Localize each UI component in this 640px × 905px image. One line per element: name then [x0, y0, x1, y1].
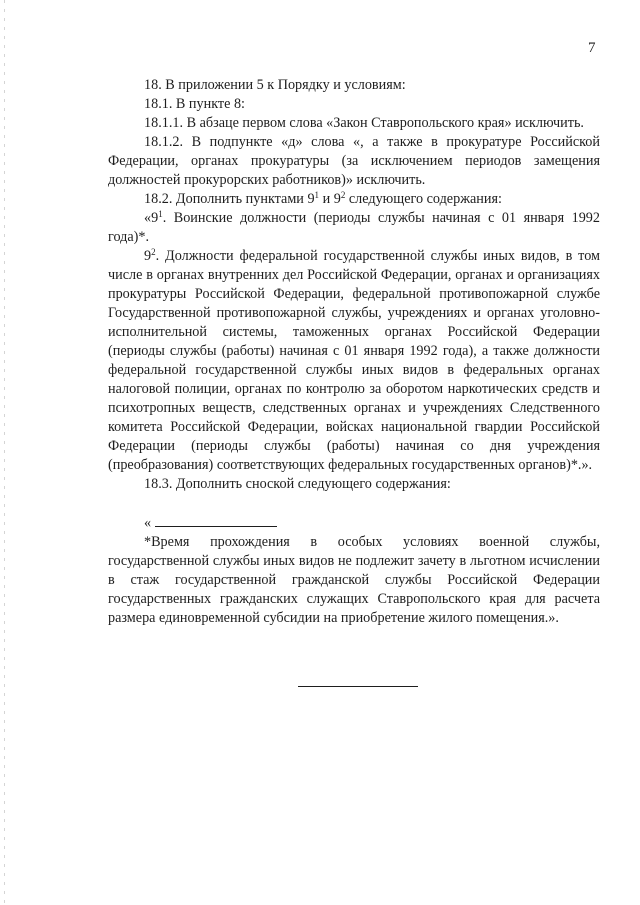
item-9-2-text: . Должности федеральной государственной службы иных видов, в том числе в органах внутренних дел Российской Федерации, органах и организациях прокуратуры Российской Федерации, федеральной противопожарной службе Государственной противопожарной службы, учреждениях и органах уголовно-исполнительной системы, таможенных органах Российской Федерации (периоды службы (работы) начиная с 01 января 1992 года), а также должности федеральной государственной службы иных видов в федеральных органах налоговой полиции, органах по контролю за оборотом наркотических средств и психотропных веществ, следственных органах и учреждениях Следственного комитета Российской Федерации, войсках национальной гвардии Российской Федерации (периоды службы (работы) начиная со дня учреждения (преобразования) соответствующих федеральных государственных органов)*.».: [108, 248, 600, 473]
superscript-1: 1: [314, 190, 320, 200]
item-9-1-superscript: 1: [158, 209, 163, 219]
item-9-2: [108, 247, 600, 475]
item-9-2-superscript: 2: [151, 247, 156, 257]
paragraph-18-1-2: 18.1.2. В подпункте «д» слова «, а также в прокуратуре Российской Федерации, органах прокуратуры (за исключением периодов замещения должностей прокурорских работников)» исключить.: [108, 134, 600, 188]
paragraph-18-2-text-b: и 9: [319, 191, 341, 207]
paragraph-18-1: 18.1. В пункте 8:: [144, 96, 245, 112]
item-9-2-prefix: 9: [144, 248, 152, 264]
footnote-open-quote: «: [144, 515, 152, 531]
scan-edge: [4, 0, 5, 905]
document-body: [108, 76, 600, 628]
footnote-text: *Время прохождения в особых условиях военной службы, государственной службы иных видов не подлежит зачету в льготном исчислении в стаж государственной гражданской службы Российской Федерации государственных гражданских служащих Ставропольского края для расчета размера единовременной субсидии на приобретение жилого помещения.».: [108, 534, 600, 626]
paragraph-18-1-1: 18.1.1. В абзаце первом слова «Закон Ставропольского края» исключить.: [144, 115, 584, 131]
closing-rule: [298, 686, 418, 687]
paragraph-18-2: [108, 190, 600, 209]
paragraph-18-2-text-c: следующего содержания:: [345, 191, 502, 207]
superscript-2: 2: [340, 190, 346, 200]
paragraph-18-2-text-a: 18.2. Дополнить пунктами 9: [144, 191, 315, 207]
item-9-1-text: . Воинские должности (периоды службы начиная с 01 января 1992 года)*.: [108, 210, 600, 245]
page-number: 7: [588, 40, 596, 56]
item-9-1: [108, 209, 600, 247]
item-9-1-prefix: «9: [144, 210, 159, 226]
footnote-rule: [155, 517, 277, 527]
spacer: [108, 494, 600, 514]
paragraph-18: 18. В приложении 5 к Порядку и условиям:: [144, 77, 406, 93]
paragraph-18-3: 18.3. Дополнить сноской следующего содержания:: [144, 476, 451, 492]
footnote-separator: [108, 514, 600, 533]
